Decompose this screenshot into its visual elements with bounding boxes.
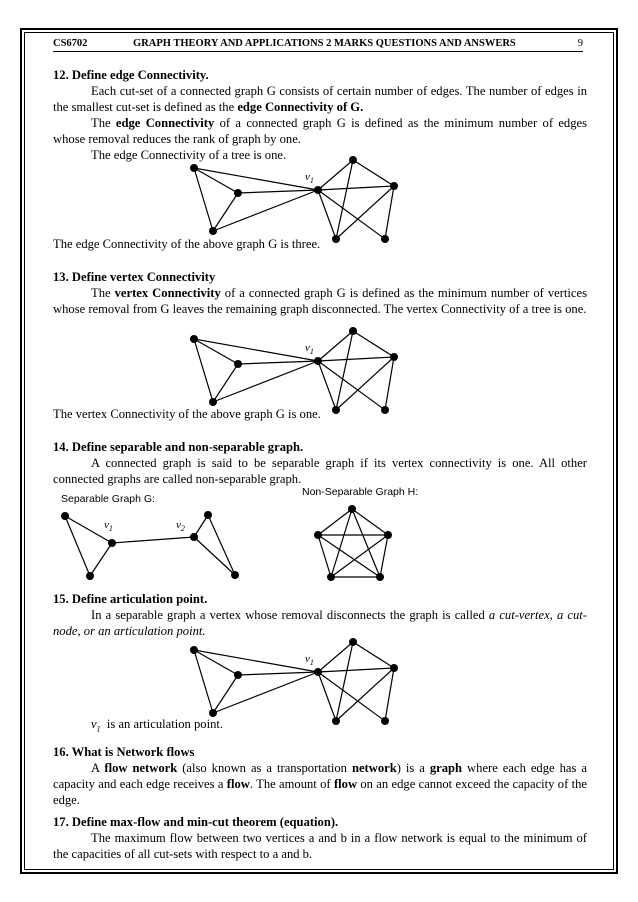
q15-after-sentence: is an articulation point. <box>106 717 224 731</box>
non-separable-graph-diagram <box>0 500 638 590</box>
q15-heading: 15. Define articulation point. <box>53 592 208 606</box>
sep-label-v2: $v_2$ <box>176 519 185 533</box>
q15-p1-italic: a cut-vertex, a cut-node, or an articulation point. <box>53 608 587 638</box>
q12-paragraph-2 <box>53 115 587 147</box>
q15-after-text <box>91 716 591 738</box>
q12-p2-text-c: of a connected graph G is defined as the minimum number of edges whose removal reduces the rank of graph by one. <box>53 116 588 146</box>
separable-graph-caption: Separable Graph G: <box>61 493 155 505</box>
q12-after-text: The edge Connectivity of the above graph G is three. <box>53 237 321 251</box>
graph-g-vertex-connectivity <box>0 323 638 413</box>
q13-p1-text-c: of a connected graph G is defined as the minimum number of vertices whose removal from G leaves the remaining graph disconnected. The vertex Connectivity of a tree is one. <box>53 286 588 316</box>
graph-g-edge-connectivity <box>0 152 638 242</box>
graph-label-v1: $v_1$ <box>305 342 314 356</box>
q12-paragraph-1 <box>53 83 587 115</box>
page-header <box>53 38 583 54</box>
q13-p1-text-a: The <box>91 286 115 300</box>
non-separable-graph-caption: Non-Separable Graph H: <box>302 486 419 498</box>
course-code: CS6702 <box>53 38 88 49</box>
q17-heading: 17. Define max-flow and min-cut theorem (equation). <box>53 815 339 829</box>
q12-heading: 12. Define edge Connectivity. <box>53 68 209 82</box>
q13-heading: 13. Define vertex Connectivity <box>53 270 216 284</box>
page-number: 9 <box>577 38 583 49</box>
header-title: GRAPH THEORY AND APPLICATIONS 2 MARKS QUESTIONS AND ANSWERS <box>133 38 516 49</box>
q13-p1-bold: vertex Connectivity <box>114 286 221 300</box>
q12-paragraph-3: The edge Connectivity of a tree is one. <box>91 148 287 162</box>
q12-p2-bold: edge Connectivity <box>115 116 215 130</box>
graph-label-v1: $v_1$ <box>305 171 314 185</box>
q13-after-text: The vertex Connectivity of the above graph G is one. <box>53 407 321 421</box>
q12-p2-text-a: The <box>91 116 116 130</box>
articulation-label-v1: $v_1$ <box>91 717 101 734</box>
graph-g-articulation <box>0 634 638 724</box>
q14-heading: 14. Define separable and non-separable graph. <box>53 440 304 454</box>
q12-p1-text: Each cut-set of a connected graph G consists of certain number of edges. The number of edges in the smallest cut-set is defined as the <box>53 84 587 114</box>
sep-label-v1: $v_1$ <box>104 519 113 533</box>
q13-paragraph-1 <box>53 285 587 317</box>
q14-paragraph-1: A connected graph is said to be separable graph if its vertex connectivity is one. All other connected graphs are called non-separable graph. <box>53 456 587 486</box>
q12-p1-bold: edge Connectivity of G. <box>237 100 364 114</box>
q15-p1-text: In a separable graph a vertex whose removal disconnects the graph is called <box>91 608 489 622</box>
q16-heading: 16. What is Network flows <box>53 745 195 759</box>
q17-paragraph-1: The maximum flow between two vertices a and b in a flow network is equal to the minimum of the capacities of all cut-sets with respect to a and b. <box>53 831 587 861</box>
graph-label-v1: $v_1$ <box>305 653 314 667</box>
q16-paragraph-1: A flow network (also known as a transportation network) is a graph where each edge has a capacity and each edge receives a flow. The amount of flow on an edge cannot exceed the capacity of the edge. <box>53 761 587 807</box>
header-rule <box>53 51 583 52</box>
